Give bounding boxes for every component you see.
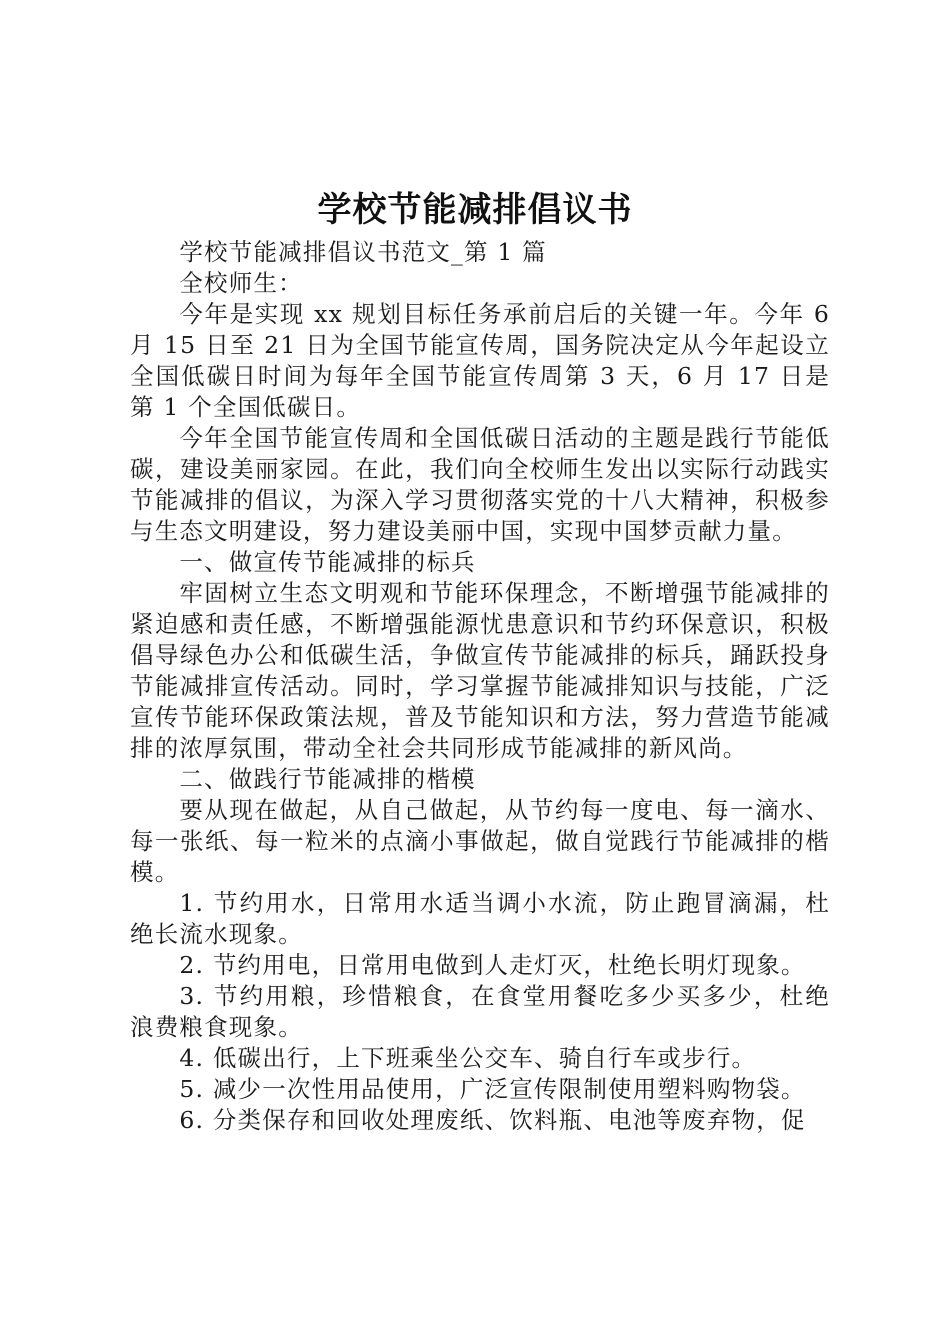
section-heading: 二、做践行节能减排的楷模 — [179, 765, 476, 793]
document-body — [130, 237, 830, 1136]
salutation: 全校师生： — [179, 269, 303, 297]
paragraph: 牢固树立生态文明观和节能环保理念，不断增强节能减排的紧迫感和责任感，不断增强能源忧患意识和节约环保意识，积极倡导绿色办公和低碳生活，争做宣传节能减排的标兵，踊跃投身节能减排宣传活动。同时，学习掌握节能减排知识与技能，广泛宣传节能环保政策法规，普及节能知识和方法，努力营造节能减排的浓厚氛围，带动全社会共同形成节能减排的新风尚。 — [130, 579, 830, 762]
section-heading: 一、做宣传节能减排的标兵 — [179, 548, 476, 576]
list-item: 3. 节约用粮，珍惜粮食，在食堂用餐吃多少买多少，杜绝浪费粮食现象。 — [130, 982, 830, 1041]
list-item: 5. 减少一次性用品使用，广泛宣传限制使用塑料购物袋。 — [179, 1075, 806, 1103]
paragraph: 今年全国节能宣传周和全国低碳日活动的主题是践行节能低碳，建设美丽家园。在此，我们向全校师生发出以实际行动践实节能减排的倡议，为深入学习贯彻落实党的十八大精神，积极参与生态文明建设，努力建设美丽中国，实现中国梦贡献力量。 — [130, 424, 830, 545]
paragraph: 今年是实现 xx 规划目标任务承前启后的关键一年。今年 6 月 15 日至 21 日为全国节能宣传周，国务院决定从今年起设立全国低碳日时间为每年全国节能宣传周第 3 天，6 月 17 日是第 1 个全国低碳日。 — [130, 300, 830, 421]
list-item: 4. 低碳出行，上下班乘坐公交车、骑自行车或步行。 — [179, 1044, 757, 1072]
document-title: 学校节能减排倡议书 — [317, 190, 633, 230]
subtitle-line: 学校节能减排倡议书范文_第 1 篇 — [179, 238, 547, 266]
paragraph: 要从现在做起，从自己做起，从节约每一度电、每一滴水、每一张纸、每一粒米的点滴小事做起，做自觉践行节能减排的楷模。 — [130, 796, 830, 886]
list-item: 1. 节约用水，日常用水适当调小水流，防止跑冒滴漏，杜绝长流水现象。 — [130, 889, 830, 948]
list-item: 2. 节约用电，日常用电做到人走灯灭，杜绝长明灯现象。 — [179, 951, 806, 979]
list-item: 6. 分类保存和回收处理废纸、饮料瓶、电池等废弃物，促 — [179, 1106, 806, 1134]
